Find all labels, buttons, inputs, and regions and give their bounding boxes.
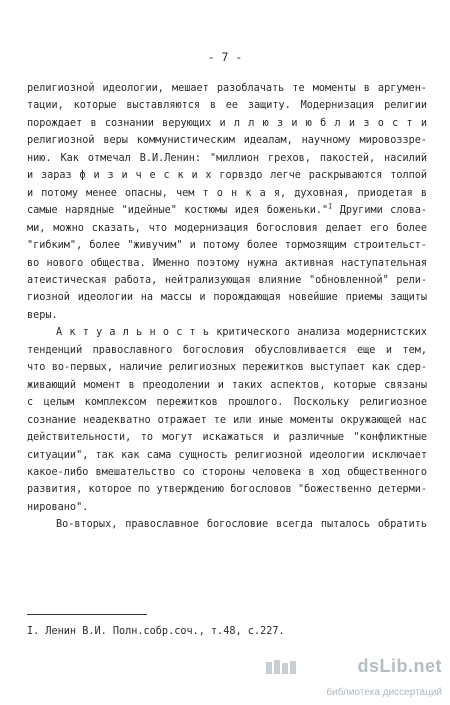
page-number: - 7 - bbox=[207, 50, 243, 64]
text-line bbox=[27, 237, 427, 254]
text-line bbox=[27, 447, 427, 464]
text-segment: что во-первых, наличие религиозных пережитков выступает как сдер- bbox=[27, 362, 427, 374]
text-line bbox=[27, 289, 427, 306]
text-segment: нию. Как отмечал В.И.Ленин: "миллион грехов, пакостей, насилий bbox=[27, 152, 427, 164]
text-segment: действительности, то могут искажаться и различные "конфликтные bbox=[27, 432, 427, 444]
text-line bbox=[27, 359, 427, 376]
text-segment: "гибким", более "живучим" и потому более тормозящим строительст- bbox=[27, 240, 427, 252]
text-line bbox=[27, 307, 427, 324]
text-line bbox=[27, 429, 427, 446]
text-line bbox=[27, 97, 427, 114]
text-segment: порождает в сознании верующих и л л ю з и ю б л и з о с т и bbox=[27, 117, 427, 129]
text-segment: и зараз ф и з и ч е с к и х горвздо легче раскрываются толпой bbox=[27, 170, 427, 182]
text-line bbox=[27, 167, 427, 184]
text-line bbox=[27, 150, 427, 167]
footnote-rule bbox=[27, 614, 147, 615]
text-segment: какое-либо вмешательство со стороны человека в ход общественного bbox=[27, 466, 427, 478]
text-line bbox=[27, 499, 427, 516]
text-segment: с целым комплексом пережитков прошлого. Поскольку религиозное bbox=[27, 397, 427, 409]
text-line bbox=[27, 342, 427, 359]
text-segment: сознание неадекватно отражает те или иные моменты окружающей нас bbox=[27, 414, 427, 426]
text-line bbox=[27, 80, 427, 97]
text-segment: тенденций православного богословия обусловливается еще и тем, bbox=[27, 344, 427, 356]
text-line bbox=[27, 394, 427, 411]
text-segment: нировано". bbox=[27, 501, 89, 513]
text-line bbox=[27, 255, 427, 272]
text-line bbox=[27, 412, 427, 429]
text-segment: ми, можно сказать, что модернизация богословия делает его более bbox=[27, 222, 427, 234]
watermark-logo: dsLib.net bbox=[357, 656, 442, 676]
text-line bbox=[27, 324, 427, 341]
text-segment: религиозной веры коммунистическим идеалам, научному мировоззре- bbox=[27, 135, 427, 147]
text-line bbox=[27, 202, 427, 219]
text-line bbox=[27, 115, 427, 132]
body-text bbox=[27, 80, 427, 534]
text-segment: веры. bbox=[27, 309, 58, 321]
text-segment: ситуации", так как сама сущность религиозной идеологии исключает bbox=[27, 449, 427, 461]
text-segment: развития, которое по утверждению богословов "божественно детерми- bbox=[27, 484, 427, 496]
text-line bbox=[27, 132, 427, 149]
text-line bbox=[27, 516, 427, 533]
text-segment: А к т у а л ь н о с т ь критического анализа модернистских bbox=[56, 327, 427, 339]
text-segment: Другими слова- bbox=[332, 205, 427, 217]
text-line bbox=[27, 185, 427, 202]
text-line bbox=[27, 220, 427, 237]
text-segment: Во-вторых, православное богословие всегда пыталось обратить bbox=[56, 519, 427, 531]
text-line bbox=[27, 481, 427, 498]
watermark-caption: библиотека диссертаций bbox=[326, 687, 442, 698]
text-segment: гиозной идеологии на массы и порождающая новейшие приемы защиты bbox=[27, 292, 427, 304]
text-line bbox=[27, 272, 427, 289]
text-segment: во нового общества. Именно поэтому нужна активная наступательная bbox=[27, 257, 427, 269]
footnote-marker: I bbox=[328, 202, 333, 211]
text-segment: атеистическая работа, нейтрализующая влияние "обновленной" рели- bbox=[27, 274, 427, 286]
text-segment: самые нарядные "идейные" костюмы идея боженьки." bbox=[27, 205, 329, 217]
footnote: I. Ленин В.И. Полн.собр.соч., т.48, с.227. bbox=[27, 626, 285, 637]
books-icon bbox=[264, 659, 304, 675]
text-segment: тации, которые выставляются в ее защиту. Модернизация религии bbox=[27, 100, 427, 112]
text-segment: религиозной идеологии, мешает разоблачать те моменты в аргумен- bbox=[27, 83, 427, 94]
text-line bbox=[27, 377, 427, 394]
text-segment: и потому менее опасны, чем т о н к а я, духовная, приодетая в bbox=[27, 187, 427, 199]
watermark bbox=[262, 656, 444, 700]
text-segment: живающий момент в преодолении и таких аспектов, которые связаны bbox=[27, 379, 427, 391]
text-line bbox=[27, 464, 427, 481]
